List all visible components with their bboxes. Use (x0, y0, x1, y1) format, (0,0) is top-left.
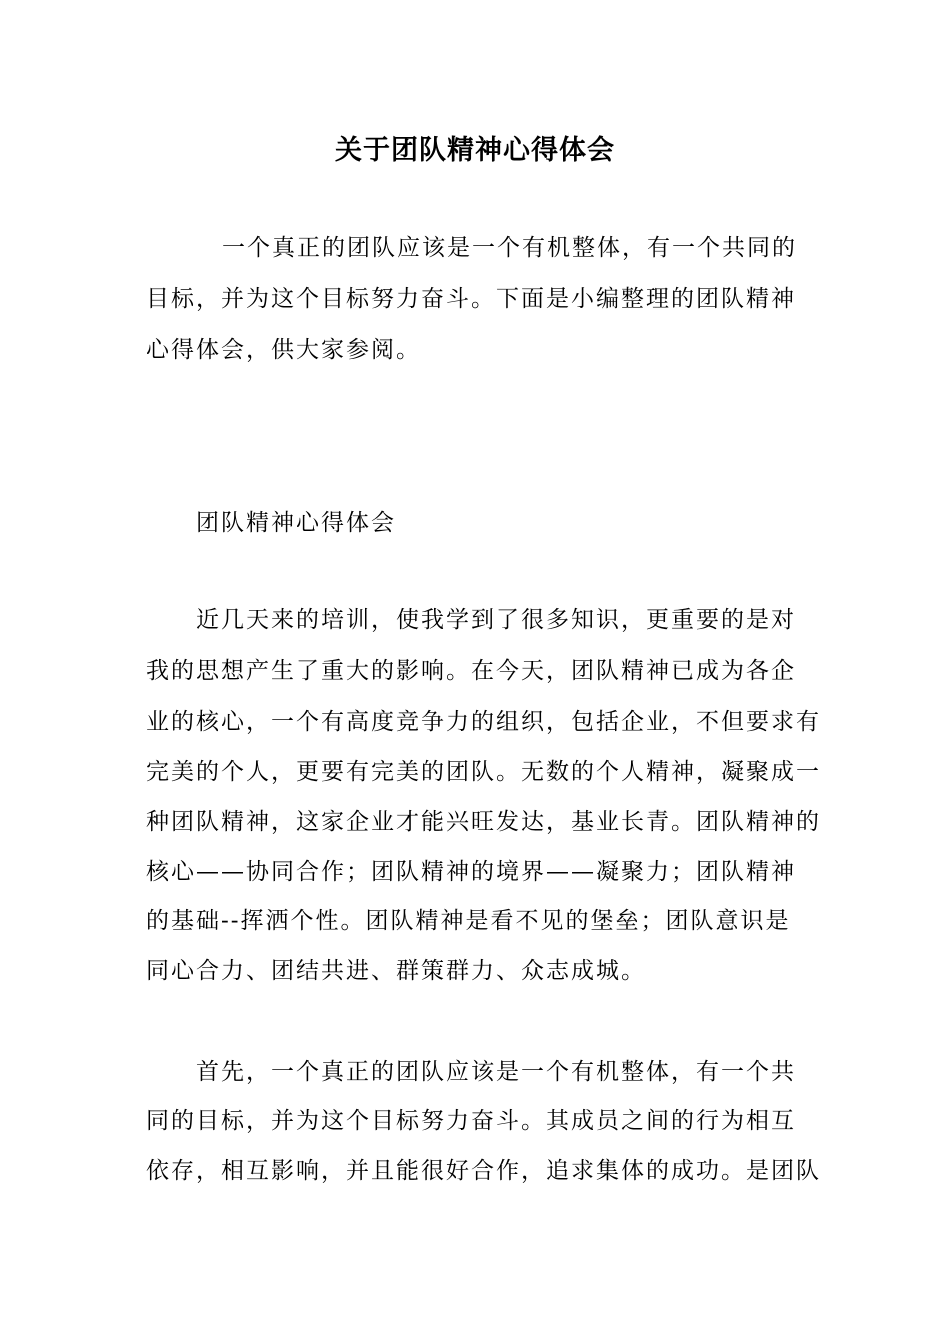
intro-line-3: 心得体会，供大家参阅。 (146, 337, 421, 363)
intro-line-2: 目标，并为这个目标努力奋斗。下面是小编整理的团队精神 (146, 286, 796, 312)
paragraph1-line-1: 近几天来的培训，使我学到了很多知识，更重要的是对 (196, 607, 796, 633)
paragraph1-line-7: 的基础--挥洒个性。团队精神是看不见的堡垒；团队意识是 (146, 908, 791, 934)
section-heading: 团队精神心得体会 (196, 510, 396, 536)
intro-line-1: 一个真正的团队应该是一个有机整体，有一个共同的 (222, 235, 797, 261)
paragraph2-line-1: 首先，一个真正的团队应该是一个有机整体，有一个共 (196, 1059, 796, 1085)
paragraph1-line-2: 我的思想产生了重大的影响。在今天，团队精神已成为各企 (146, 658, 796, 684)
document-title: 关于团队精神心得体会 (335, 135, 615, 166)
paragraph1-line-8: 同心合力、团结共进、群策群力、众志成城。 (146, 958, 646, 984)
paragraph1-line-6: 核心——协同合作；团队精神的境界——凝聚力；团队精神 (146, 859, 796, 885)
paragraph2-line-2: 同的目标，并为这个目标努力奋斗。其成员之间的行为相互 (146, 1108, 796, 1134)
paragraph1-line-3: 业的核心，一个有高度竞争力的组织，包括企业，不但要求有 (146, 709, 821, 735)
paragraph2-line-3: 依存，相互影响，并且能很好合作，追求集体的成功。是团队 (146, 1158, 821, 1184)
paragraph1-line-4: 完美的个人，更要有完美的团队。无数的个人精神，凝聚成一 (146, 759, 821, 785)
paragraph1-line-5: 种团队精神，这家企业才能兴旺发达，基业长青。团队精神的 (146, 809, 821, 835)
